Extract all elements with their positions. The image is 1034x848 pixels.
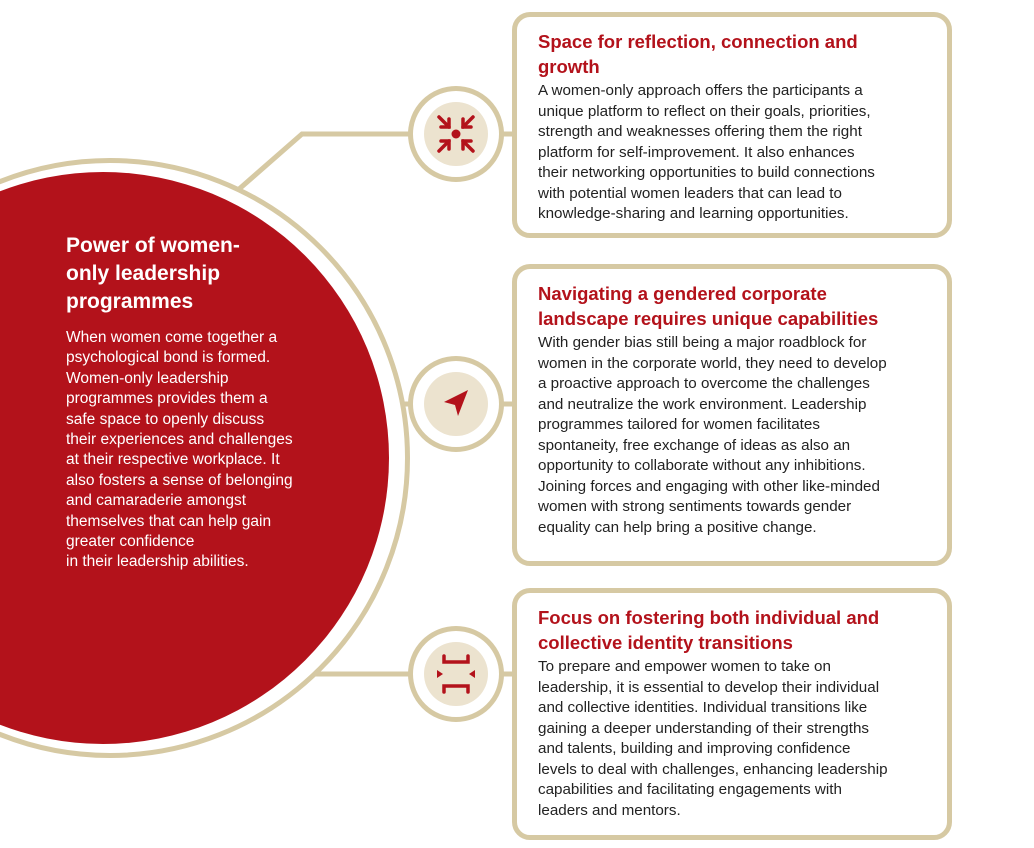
- main-title: Power of women- only leadership programmes: [66, 234, 240, 313]
- card-title: Navigating a gendered corporate landscape requires unique capabilities: [538, 283, 879, 329]
- transition-brackets-icon: [424, 642, 488, 706]
- icon-ring-1: [408, 86, 504, 182]
- main-body: When women come together a psychological bond is formed. Women-only leadership programmes provides them a safe space to openly discuss their experiences and challenges at their respective workplace. It also fosters a sense of belonging and camaraderie amongst themselves that can help gain greater confidence in their leadership abilities.: [66, 329, 293, 571]
- icon-disc-1: [424, 102, 488, 166]
- icon-disc-3: [424, 642, 488, 706]
- connector-top: [238, 134, 410, 190]
- main-text-block: [66, 232, 326, 573]
- navigation-arrow-icon: [424, 372, 488, 436]
- icon-ring-3: [408, 626, 504, 722]
- icon-ring-2: [408, 356, 504, 452]
- card-navigating: [512, 264, 952, 566]
- card-body: With gender bias still being a major roadblock for women in the corporate world, they need to develop a proactive approach to overcome the challenges and neutralize the work environment. Leadership programmes tailored for women facilitates spontaneity, free exchange of ideas as also an opportunity to collaborate without any inhibitions. Joining forces and engaging with other like-minded women with strong sentiments towards gender equality can help bring a positive change.: [538, 334, 887, 536]
- converge-arrows-icon: [424, 102, 488, 166]
- card-title: Focus on fostering both individual and collective identity transitions: [538, 607, 880, 653]
- card-body: To prepare and empower women to take on leadership, it is essential to develop their individual and collective identities. Individual transitions like gaining a deeper understanding of their strengths and talents, building and improving confidence levels to deal with challenges, enhancing leadership capabilities and facilitating engagements with leaders and mentors.: [538, 658, 888, 819]
- card-identity-transitions: [512, 588, 952, 840]
- card-title: Space for reflection, connection and growth: [538, 31, 858, 77]
- icon-disc-2: [424, 372, 488, 436]
- card-reflection: [512, 12, 952, 238]
- card-body: A women-only approach offers the participants a unique platform to reflect on their goals, priorities, strength and weaknesses offering them the right platform for self-improvement. It also enhances their networking opportunities to build connections with potential women leaders that can lead to knowledge-sharing and learning opportunities.: [538, 82, 875, 222]
